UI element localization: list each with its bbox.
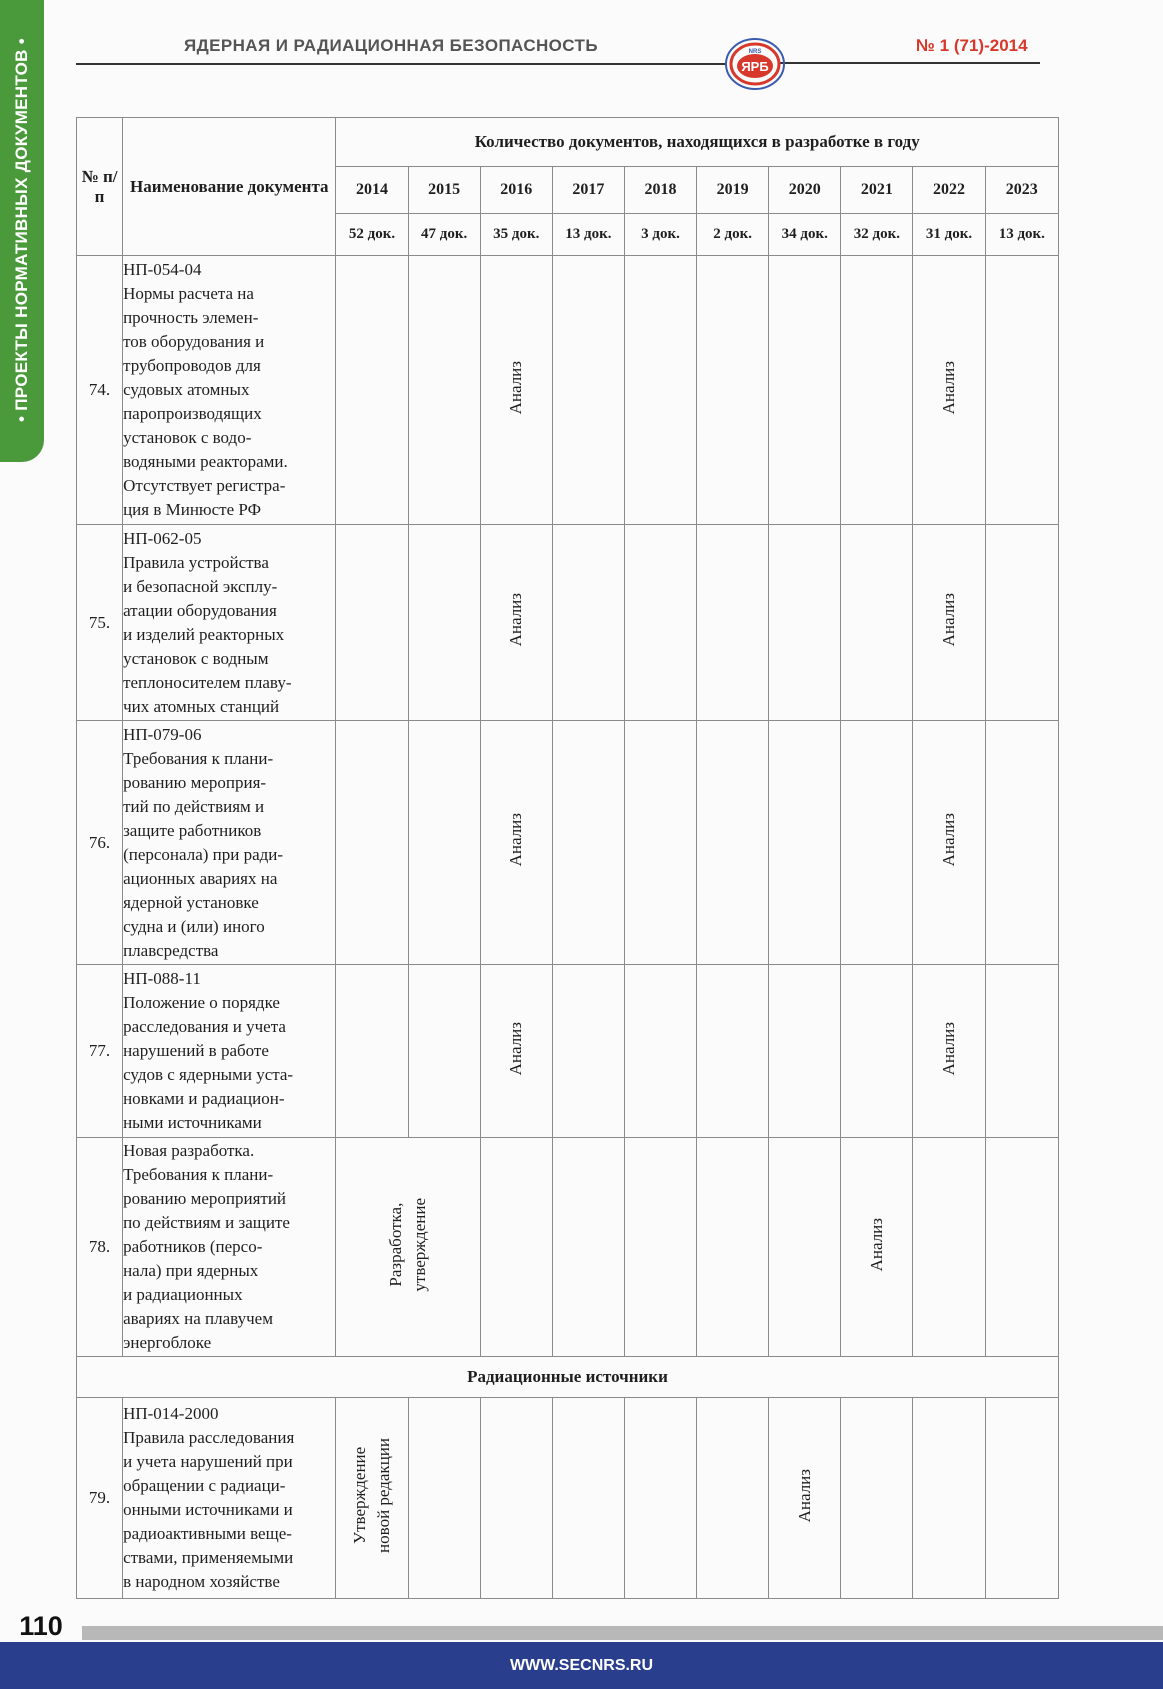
document-name-line: нарушений в работе bbox=[123, 1041, 269, 1060]
doc-count: 35 док. bbox=[480, 214, 552, 256]
document-name-line: по действиям и защите bbox=[123, 1213, 290, 1232]
section-title: Радиационные источники bbox=[77, 1357, 1059, 1398]
doc-count: 13 док. bbox=[985, 214, 1058, 256]
table-row bbox=[77, 1398, 1059, 1599]
document-name-line: онными источниками и bbox=[123, 1500, 293, 1519]
footer-url: WWW.SECNRS.RU bbox=[509, 1657, 654, 1674]
page-number: 110 bbox=[19, 1611, 63, 1641]
table-row bbox=[77, 256, 1059, 525]
document-name-line: ационных авариях на bbox=[123, 868, 278, 888]
stage-line: Разработка, bbox=[386, 1202, 406, 1287]
logo-small-text: NRS bbox=[748, 49, 762, 55]
document-name-line: радиоактивными веще- bbox=[123, 1524, 292, 1543]
document-name bbox=[123, 256, 336, 525]
approval-mark bbox=[348, 1438, 396, 1553]
doc-count: 34 док. bbox=[769, 214, 841, 256]
table-row bbox=[77, 1138, 1059, 1357]
document-name-line: обращении с радиаци- bbox=[123, 1476, 286, 1495]
document-name-line: и радиационных bbox=[123, 1285, 243, 1304]
document-name-line: в народном хозяйстве bbox=[123, 1572, 280, 1591]
document-name-line: атации оборудования bbox=[123, 600, 277, 620]
document-name-line: паропроизводящих bbox=[123, 404, 262, 423]
document-name-line: рованию мероприя- bbox=[123, 772, 267, 792]
document-name-line: ными источниками bbox=[123, 1113, 262, 1132]
document-name-line: ядерной установке bbox=[123, 892, 259, 912]
year-header: 2020 bbox=[769, 167, 841, 214]
document-name bbox=[123, 1398, 336, 1599]
row-number: 77. bbox=[77, 965, 123, 1138]
year-header: 2016 bbox=[480, 167, 552, 214]
document-name-line: НП-054-04 bbox=[123, 260, 202, 279]
analysis-mark: Анализ bbox=[939, 813, 959, 867]
row-number: 79. bbox=[77, 1398, 123, 1599]
group-header: Количество документов, находящихся в разработке в году bbox=[336, 118, 1059, 167]
document-name-line: (персонала) при ради- bbox=[123, 844, 284, 864]
header-rule-right bbox=[780, 62, 1040, 64]
document-name-line: плавсредства bbox=[123, 940, 219, 960]
issue-number: № 1 (71)-2014 bbox=[916, 36, 1028, 55]
header-rule-left bbox=[76, 63, 726, 65]
row-number: 74. bbox=[77, 256, 123, 525]
analysis-mark: Анализ bbox=[794, 1468, 814, 1523]
document-name bbox=[123, 965, 336, 1138]
document-name-line: тий по действиям и bbox=[123, 796, 265, 816]
document-name-line: Требования к плани- bbox=[123, 748, 274, 768]
analysis-mark: Анализ bbox=[939, 360, 959, 415]
doc-count: 47 док. bbox=[408, 214, 480, 256]
logo-text: ЯРБ bbox=[741, 59, 769, 74]
analysis-mark: Анализ bbox=[506, 593, 526, 647]
document-name-line: и изделий реакторных bbox=[123, 624, 285, 644]
doc-count: 13 док. bbox=[552, 214, 624, 256]
year-header: 2014 bbox=[336, 167, 408, 214]
document-name-line: Требования к плани- bbox=[123, 1165, 274, 1184]
document-name-line: ствами, применяемыми bbox=[123, 1548, 294, 1567]
row-number: 76. bbox=[77, 721, 123, 965]
section-side-tab bbox=[0, 0, 44, 462]
year-header: 2023 bbox=[985, 167, 1058, 214]
year-header: 2019 bbox=[697, 167, 769, 214]
document-name-line: Положение о порядке bbox=[123, 993, 280, 1012]
analysis-mark: Анализ bbox=[506, 813, 526, 867]
document-name-line: и учета нарушений при bbox=[123, 1452, 293, 1471]
footer-stripe bbox=[82, 1626, 1163, 1640]
doc-count: 2 док. bbox=[697, 214, 769, 256]
doc-count: 32 док. bbox=[841, 214, 913, 256]
document-name-line: НП-079-06 bbox=[123, 724, 202, 744]
year-header: 2017 bbox=[552, 167, 624, 214]
analysis-mark: Анализ bbox=[866, 1217, 886, 1272]
document-name-line: теплоносителем плаву- bbox=[123, 672, 292, 692]
document-name-line: расследования и учета bbox=[123, 1017, 286, 1036]
col-name-header: Наименование документа bbox=[123, 118, 336, 256]
side-tab-label: • ПРОЕКТЫ НОРМАТИВНЫХ ДОКУМЕНТОВ • bbox=[12, 37, 31, 423]
document-name-line: чих атомных станций bbox=[123, 696, 280, 716]
doc-count: 52 док. bbox=[336, 214, 408, 256]
doc-count: 31 док. bbox=[913, 214, 985, 256]
document-name-line: Правила расследования bbox=[123, 1428, 295, 1447]
document-name-line: судна и (или) иного bbox=[123, 916, 265, 936]
document-name-line: водяными реакторами. bbox=[123, 452, 288, 471]
year-header: 2018 bbox=[624, 167, 696, 214]
journal-logo bbox=[724, 36, 786, 92]
doc-count: 3 док. bbox=[624, 214, 696, 256]
document-name-line: Новая разработка. bbox=[123, 1141, 255, 1160]
document-name-line: нала) при ядерных bbox=[123, 1261, 259, 1280]
document-name-line: Правила устройства bbox=[123, 552, 269, 572]
row-number: 75. bbox=[77, 525, 123, 721]
document-name-line: авариях на плавучем bbox=[123, 1309, 273, 1328]
document-name-line: защите работников bbox=[123, 820, 262, 840]
col-number-header: № п/п bbox=[77, 118, 123, 256]
document-name-line: судовых атомных bbox=[123, 380, 250, 399]
table-row bbox=[77, 965, 1059, 1138]
document-name bbox=[123, 1138, 336, 1357]
stage-line: Утверждение bbox=[350, 1446, 370, 1545]
row-number: 78. bbox=[77, 1138, 123, 1357]
document-name-line: прочность элемен- bbox=[123, 308, 259, 327]
document-name-line: ция в Минюсте РФ bbox=[123, 500, 261, 519]
development-approval-mark bbox=[384, 1198, 432, 1292]
document-name-line: новками и радиацион- bbox=[123, 1089, 285, 1108]
document-name-line: установок с водным bbox=[123, 648, 269, 668]
journal-title: ЯДЕРНАЯ И РАДИАЦИОННАЯ БЕЗОПАСНОСТЬ bbox=[184, 36, 598, 55]
document-name-line: НП-088-11 bbox=[123, 969, 201, 988]
table-row bbox=[77, 721, 1059, 965]
document-name-line: установок с водо- bbox=[123, 428, 252, 447]
stage-line: новой редакции bbox=[374, 1438, 394, 1553]
year-header: 2022 bbox=[913, 167, 985, 214]
document-name-line: Нормы расчета на bbox=[123, 284, 254, 303]
document-name-line: трубопроводов для bbox=[123, 356, 261, 375]
document-name-line: работников (персо- bbox=[123, 1237, 263, 1256]
document-name-line: рованию мероприятий bbox=[123, 1189, 287, 1208]
document-name bbox=[123, 721, 336, 965]
stage-line: утверждение bbox=[410, 1197, 430, 1292]
analysis-mark: Анализ bbox=[939, 1021, 959, 1076]
analysis-mark: Анализ bbox=[506, 1021, 526, 1076]
document-name-line: НП-062-05 bbox=[123, 528, 202, 548]
document-name-line: тов оборудования и bbox=[123, 332, 265, 351]
document-name-line: судов с ядерными уста- bbox=[123, 1065, 294, 1084]
document-name-line: энергоблоке bbox=[123, 1333, 212, 1352]
year-header: 2015 bbox=[408, 167, 480, 214]
documents-table bbox=[76, 117, 1059, 1599]
analysis-mark: Анализ bbox=[506, 360, 526, 415]
year-header: 2021 bbox=[841, 167, 913, 214]
document-name-line: НП-014-2000 bbox=[123, 1404, 219, 1423]
document-name-line: и безопасной эксплу- bbox=[123, 576, 278, 596]
section-row bbox=[77, 1357, 1059, 1398]
document-name bbox=[123, 525, 336, 721]
document-name-line: Отсутствует регистра- bbox=[123, 476, 286, 495]
analysis-mark: Анализ bbox=[939, 593, 959, 647]
table-row bbox=[77, 525, 1059, 721]
